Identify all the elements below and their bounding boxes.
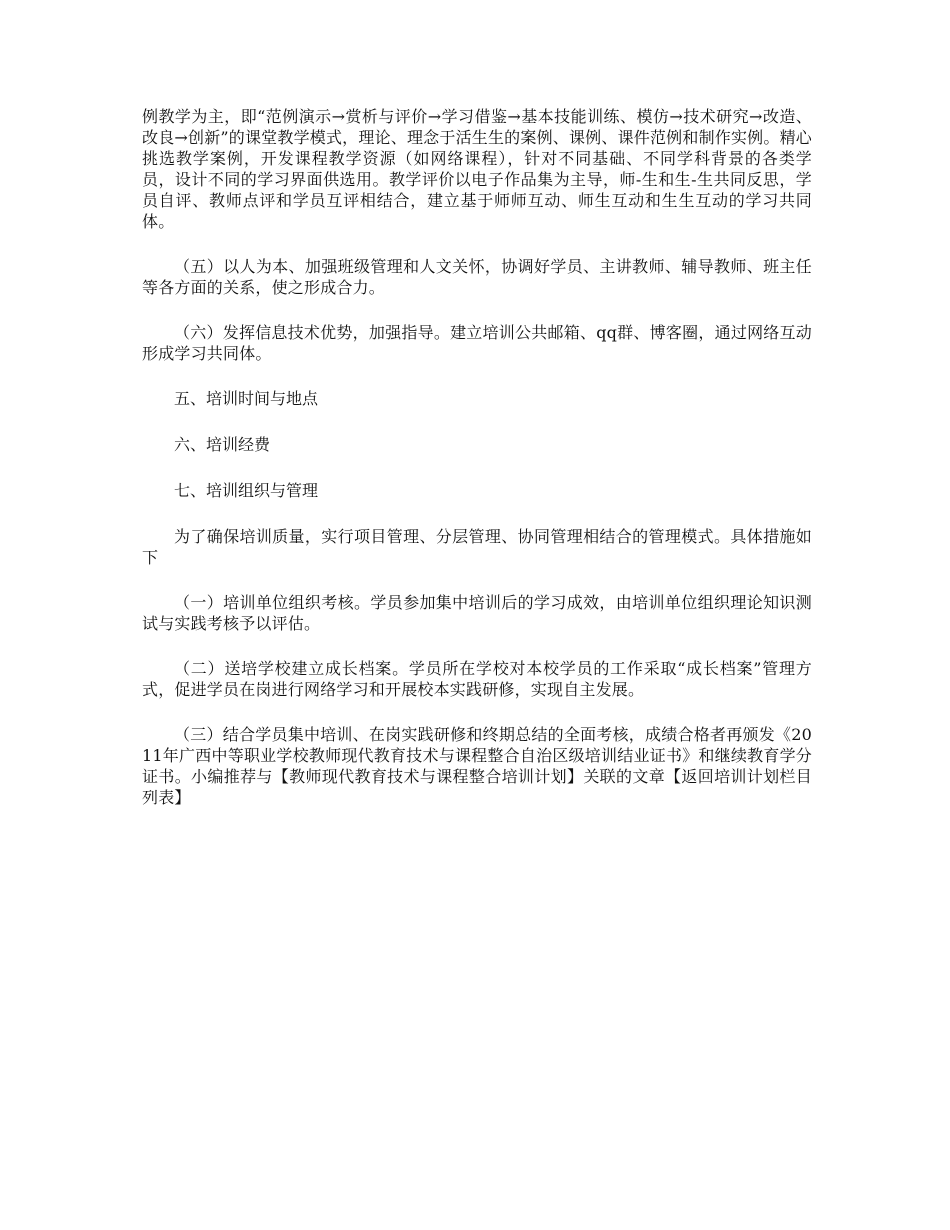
document-page xyxy=(142,106,812,832)
paragraph-management-intro: 为了确保培训质量，实行项目管理、分层管理、协同管理相结合的管理模式。具体措施如下 xyxy=(142,527,812,567)
paragraph-item-three: （三）结合学员集中培训、在岗实践研修和终期总结的全面考核，成绩合格者再颁发《2011年广西中等职业学校教师现代教育技术与课程整合自治区级培训结业证书》和继续教育学分证书。小编推荐与【教师现代教育技术与课程整合培训计划】关联的文章【返回培训计划栏目列表】 xyxy=(142,725,812,807)
section-heading-organization: 七、培训组织与管理 xyxy=(174,481,319,500)
section-heading-time-location: 五、培训时间与地点 xyxy=(174,389,319,408)
paragraph-teaching-mode: 例教学为主，即“范例演示→赏析与评价→学习借鉴→基本技能训练、模仿→技术研究→改造、改良→创新”的课堂教学模式，理论、理念于活生生的案例、课例、课件范例和制作实例。精心挑选教学案例，开发课程教学资源（如网络课程），针对不同基础、不同学科背景的各类学员，设计不同的学习界面供选用。教学评价以电子作品集为主导，师-生和生-生共同反思，学员自评、教师点评和学员互评相结合，建立基于师师互动、师生互动和生生互动的学习共同体。 xyxy=(142,107,812,231)
paragraph-item-five: （五）以人为本、加强班级管理和人文关怀，协调好学员、主讲教师、辅导教师、班主任等各方面的关系，使之形成合力。 xyxy=(142,257,812,297)
paragraph-item-six: （六）发挥信息技术优势，加强指导。建立培训公共邮箱、qq群、博客圈，通过网络互动形成学习共同体。 xyxy=(142,323,812,363)
paragraph-item-one: （一）培训单位组织考核。学员参加集中培训后的学习成效，由培训单位组织理论知识测试与实践考核予以评估。 xyxy=(142,593,812,633)
section-heading-funding: 六、培训经费 xyxy=(174,435,271,454)
paragraph-item-two: （二）送培学校建立成长档案。学员所在学校对本校学员的工作采取“成长档案”管理方式，促进学员在岗进行网络学习和开展校本实践研修，实现自主发展。 xyxy=(142,659,812,699)
